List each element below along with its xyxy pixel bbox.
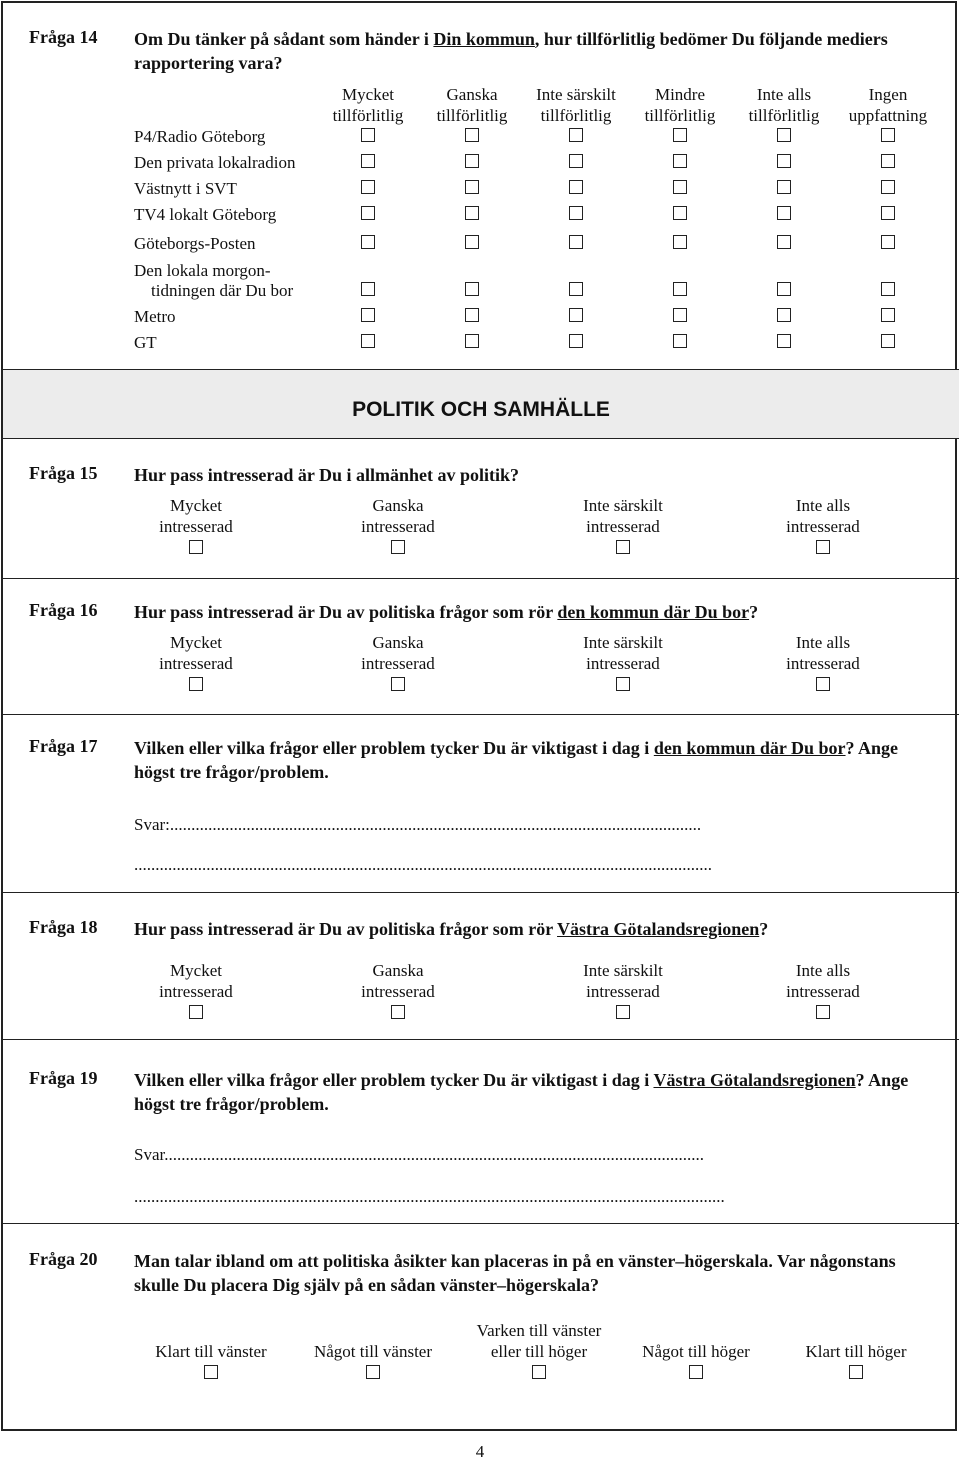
- label-line: intresserad: [786, 517, 860, 536]
- question-number: Fråga 18: [29, 917, 98, 937]
- questionnaire-frame: [1, 1, 957, 1431]
- checkbox[interactable]: [816, 1005, 830, 1019]
- label-line: Ganska: [372, 633, 424, 652]
- label-line: eller till höger: [490, 1342, 588, 1361]
- label-line: intresserad: [586, 517, 660, 536]
- checkbox[interactable]: [361, 235, 375, 249]
- label-line: Den privata lokalradion: [134, 153, 296, 172]
- label-line: Inte särskilt: [536, 85, 616, 104]
- checkbox[interactable]: [532, 1365, 546, 1379]
- checkbox[interactable]: [673, 235, 687, 249]
- label-line: TV4 lokalt Göteborg: [134, 205, 277, 224]
- label-line: P4/Radio Göteborg: [134, 127, 266, 146]
- checkbox[interactable]: [465, 180, 479, 194]
- checkbox[interactable]: [465, 334, 479, 348]
- checkbox[interactable]: [569, 308, 583, 322]
- label-line: intresserad: [159, 517, 233, 536]
- label-line: Göteborgs-Posten: [134, 234, 256, 253]
- option-label: [318, 632, 478, 674]
- label-line: intresserad: [361, 982, 435, 1001]
- label-line: GT: [134, 333, 157, 352]
- scale-label: [131, 1341, 291, 1362]
- section-header: [3, 369, 959, 439]
- media-row-label: [134, 307, 176, 327]
- media-row-label: [134, 261, 293, 301]
- label-line: intresserad: [786, 982, 860, 1001]
- checkbox[interactable]: [777, 154, 791, 168]
- checkbox[interactable]: [881, 282, 895, 296]
- checkbox[interactable]: [569, 180, 583, 194]
- option-label: [116, 632, 276, 674]
- checkbox[interactable]: [777, 235, 791, 249]
- checkbox[interactable]: [465, 154, 479, 168]
- checkbox[interactable]: [189, 1005, 203, 1019]
- divider: [3, 578, 959, 579]
- option-label: [743, 632, 903, 674]
- scale-label: [293, 1341, 453, 1362]
- divider: [3, 892, 959, 893]
- option-label: [318, 960, 478, 1002]
- label-line: uppfattning: [848, 106, 928, 125]
- checkbox[interactable]: [777, 282, 791, 296]
- answer-line[interactable]: Svar:.............................................................................................................................: [134, 815, 702, 834]
- checkbox[interactable]: [673, 154, 687, 168]
- media-row-label: [134, 205, 276, 225]
- checkbox[interactable]: [816, 677, 830, 691]
- label-line: Något till höger: [642, 1342, 750, 1361]
- question-text: Hur pass intresserad är Du i allmänhet av politik?: [134, 465, 520, 485]
- label-line: Metro: [134, 307, 176, 326]
- checkbox[interactable]: [673, 180, 687, 194]
- question-text: Vilken eller vilka frågor eller problem tycker Du är viktigast i dag i Västra Götalandsregionen? Ange högst tre frågor/problem.: [134, 1070, 909, 1114]
- label-line: Inte alls: [795, 633, 851, 652]
- checkbox[interactable]: [465, 128, 479, 142]
- label-line: intresserad: [159, 982, 233, 1001]
- label-line: Inte särskilt: [583, 496, 663, 515]
- checkbox[interactable]: [673, 334, 687, 348]
- checkbox[interactable]: [849, 1365, 863, 1379]
- media-row-label: [134, 234, 256, 254]
- label-line: Ingen: [868, 85, 908, 104]
- checkbox[interactable]: [616, 540, 630, 554]
- scale-label: [616, 1341, 776, 1362]
- label-line: Varken till vänster: [476, 1321, 602, 1340]
- checkbox[interactable]: [465, 308, 479, 322]
- media-row-label: [134, 333, 157, 353]
- label-line: Inte särskilt: [583, 633, 663, 652]
- checkbox[interactable]: [361, 128, 375, 142]
- checkbox[interactable]: [777, 334, 791, 348]
- checkbox[interactable]: [361, 308, 375, 322]
- option-label: [116, 960, 276, 1002]
- question-text: Hur pass intresserad är Du av politiska frågor som rör den kommun där Du bor?: [134, 602, 759, 622]
- question-number: Fråga 17: [29, 736, 98, 756]
- checkbox[interactable]: [816, 540, 830, 554]
- answer-line[interactable]: ........................................................................................................................................: [134, 855, 712, 874]
- checkbox[interactable]: [569, 128, 583, 142]
- label-line: tillförlitlig: [644, 106, 716, 125]
- checkbox[interactable]: [881, 206, 895, 220]
- label-line: Mycket: [170, 633, 222, 652]
- option-label: [543, 632, 703, 674]
- label-line: intresserad: [586, 654, 660, 673]
- checkbox[interactable]: [777, 180, 791, 194]
- question-number: Fråga 15: [29, 463, 98, 483]
- label-line: Västnytt i SVT: [134, 179, 237, 198]
- question-number: Fråga 16: [29, 600, 98, 620]
- label-line: Något till vänster: [313, 1342, 433, 1361]
- label-line: intresserad: [361, 517, 435, 536]
- label-line: intresserad: [361, 654, 435, 673]
- label-line: Mycket: [170, 961, 222, 980]
- label-line: Mindre: [654, 85, 706, 104]
- divider: [3, 1039, 959, 1040]
- label-line: Inte alls: [795, 496, 851, 515]
- checkbox[interactable]: [361, 282, 375, 296]
- option-label: [116, 495, 276, 537]
- label-line: Klart till höger: [805, 1342, 907, 1361]
- checkbox[interactable]: [881, 128, 895, 142]
- label-line: tillförlitlig: [332, 106, 404, 125]
- label-line: Inte alls: [795, 961, 851, 980]
- checkbox[interactable]: [189, 540, 203, 554]
- label-line: Den lokala morgon-: [134, 261, 271, 280]
- checkbox[interactable]: [465, 235, 479, 249]
- checkbox[interactable]: [204, 1365, 218, 1379]
- checkbox[interactable]: [361, 180, 375, 194]
- question-text: Om Du tänker på sådant som händer i Din kommun, hur tillförlitlig bedömer Du följande mediers rapportering vara?: [134, 29, 888, 73]
- checkbox[interactable]: [777, 308, 791, 322]
- checkbox[interactable]: [391, 677, 405, 691]
- question-number: Fråga 19: [29, 1068, 98, 1088]
- question-text: Hur pass intresserad är Du av politiska frågor som rör Västra Götalandsregionen?: [134, 919, 769, 939]
- question-text: Vilken eller vilka frågor eller problem tycker Du är viktigast i dag i den kommun där Du bor? Ange högst tre frågor/problem.: [134, 738, 899, 782]
- checkbox[interactable]: [391, 1005, 405, 1019]
- checkbox[interactable]: [673, 206, 687, 220]
- page-number: 4: [475, 1442, 485, 1461]
- checkbox[interactable]: [569, 206, 583, 220]
- label-line: Ganska: [372, 496, 424, 515]
- label-line: tillförlitlig: [748, 106, 820, 125]
- checkbox[interactable]: [616, 677, 630, 691]
- checkbox[interactable]: [391, 540, 405, 554]
- label-line: intresserad: [786, 654, 860, 673]
- checkbox[interactable]: [689, 1365, 703, 1379]
- media-row-label: [134, 179, 237, 199]
- label-line: tidningen där Du bor: [151, 281, 294, 300]
- label-line: Inte alls: [756, 85, 812, 104]
- checkbox[interactable]: [569, 334, 583, 348]
- media-row-label: [134, 127, 265, 147]
- label-line: intresserad: [159, 654, 233, 673]
- label-line: Klart till vänster: [155, 1342, 267, 1361]
- checkbox[interactable]: [881, 180, 895, 194]
- option-label: [543, 960, 703, 1002]
- checkbox[interactable]: [673, 282, 687, 296]
- option-label: [318, 495, 478, 537]
- question-number: Fråga 14: [29, 27, 98, 47]
- checkbox[interactable]: [361, 206, 375, 220]
- scale-label: [776, 1341, 936, 1362]
- label-line: Ganska: [446, 85, 498, 104]
- label-line: intresserad: [586, 982, 660, 1001]
- checkbox[interactable]: [881, 334, 895, 348]
- checkbox[interactable]: [189, 677, 203, 691]
- question-number: Fråga 20: [29, 1249, 98, 1269]
- checkbox[interactable]: [569, 154, 583, 168]
- answer-line[interactable]: Svar...............................................................................................................................: [134, 1145, 704, 1164]
- media-row-label: [134, 153, 295, 173]
- checkbox[interactable]: [881, 308, 895, 322]
- divider: [3, 714, 959, 715]
- label-line: Ganska: [372, 961, 424, 980]
- answer-line[interactable]: ...........................................................................................................................................: [134, 1187, 725, 1206]
- label-line: tillförlitlig: [540, 106, 612, 125]
- label-line: Inte särskilt: [583, 961, 663, 980]
- checkbox[interactable]: [569, 235, 583, 249]
- checkbox[interactable]: [673, 128, 687, 142]
- section-title: POLITIK OCH SAMHÄLLE: [352, 398, 610, 421]
- checkbox[interactable]: [361, 154, 375, 168]
- checkbox[interactable]: [465, 206, 479, 220]
- checkbox[interactable]: [465, 282, 479, 296]
- column-header: [808, 84, 960, 126]
- checkbox[interactable]: [569, 282, 583, 296]
- option-label: [743, 495, 903, 537]
- scale-label: [459, 1320, 619, 1362]
- label-line: Mycket: [342, 85, 394, 104]
- label-line: tillförlitlig: [436, 106, 508, 125]
- divider: [3, 1223, 959, 1224]
- checkbox[interactable]: [881, 235, 895, 249]
- checkbox[interactable]: [673, 308, 687, 322]
- option-label: [743, 960, 903, 1002]
- checkbox[interactable]: [777, 128, 791, 142]
- option-label: [543, 495, 703, 537]
- checkbox[interactable]: [361, 334, 375, 348]
- checkbox[interactable]: [881, 154, 895, 168]
- checkbox[interactable]: [616, 1005, 630, 1019]
- checkbox[interactable]: [777, 206, 791, 220]
- label-line: Mycket: [170, 496, 222, 515]
- checkbox[interactable]: [366, 1365, 380, 1379]
- question-text: Man talar ibland om att politiska åsikter kan placeras in på en vänster–högerskala. Var någonstans skulle Du placera Dig själv på en sådan vänster–högerskala?: [134, 1251, 896, 1295]
